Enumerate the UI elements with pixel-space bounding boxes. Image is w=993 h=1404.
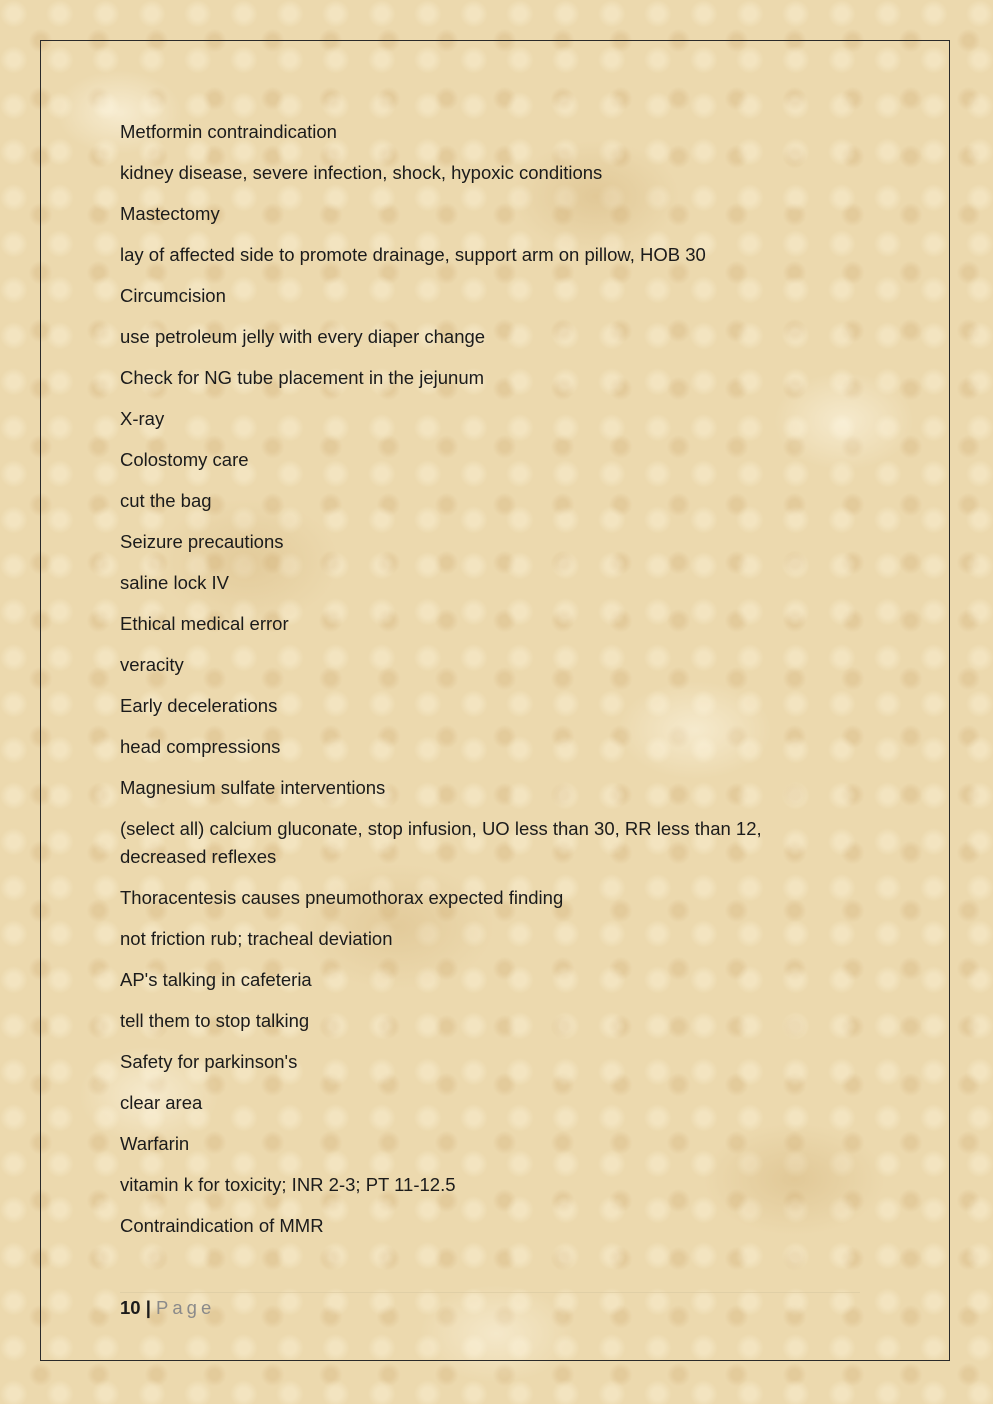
page-label: Page bbox=[156, 1297, 216, 1318]
paragraph: Early decelerations bbox=[120, 695, 278, 716]
footer-separator: | bbox=[140, 1297, 157, 1318]
paragraph: saline lock IV bbox=[120, 572, 229, 593]
paragraph: Ethical medical error bbox=[120, 613, 289, 634]
paragraph: not friction rub; tracheal deviation bbox=[120, 928, 393, 949]
paragraph: Metformin contraindication bbox=[120, 121, 337, 142]
paragraph: Safety for parkinson's bbox=[120, 1051, 298, 1072]
paragraph: lay of affected side to promote drainage, support arm on pillow, HOB 30 bbox=[120, 244, 706, 265]
paragraph: kidney disease, severe infection, shock, hypoxic conditions bbox=[120, 162, 603, 183]
page-number: 10 bbox=[120, 1297, 141, 1318]
paragraph: Mastectomy bbox=[120, 203, 220, 224]
paragraph: AP's talking in cafeteria bbox=[120, 969, 312, 990]
page-footer bbox=[120, 1295, 215, 1321]
paragraph: Thoracentesis causes pneumothorax expected finding bbox=[120, 887, 564, 908]
paragraph: Colostomy care bbox=[120, 449, 249, 470]
paragraph: Magnesium sulfate interventions bbox=[120, 777, 386, 798]
paragraph: X-ray bbox=[120, 408, 165, 429]
paragraph: use petroleum jelly with every diaper change bbox=[120, 326, 486, 347]
paragraph: head compressions bbox=[120, 736, 281, 757]
paragraph: (select all) calcium gluconate, stop infusion, UO less than 30, RR less than 12, decreased reflexes bbox=[120, 818, 762, 867]
paragraph: Check for NG tube placement in the jejunum bbox=[120, 367, 485, 388]
paragraph: veracity bbox=[120, 654, 184, 675]
footer-divider bbox=[120, 1292, 860, 1293]
paragraph: Seizure precautions bbox=[120, 531, 284, 552]
paragraph: vitamin k for toxicity; INR 2-3; PT 11-12.5 bbox=[120, 1174, 456, 1195]
paragraph: Circumcision bbox=[120, 285, 226, 306]
paragraph: tell them to stop talking bbox=[120, 1010, 310, 1031]
document-body bbox=[120, 118, 820, 1253]
paragraph: cut the bag bbox=[120, 490, 212, 511]
paragraph: Warfarin bbox=[120, 1133, 190, 1154]
paragraph: clear area bbox=[120, 1092, 203, 1113]
paragraph: Contraindication of MMR bbox=[120, 1215, 324, 1236]
